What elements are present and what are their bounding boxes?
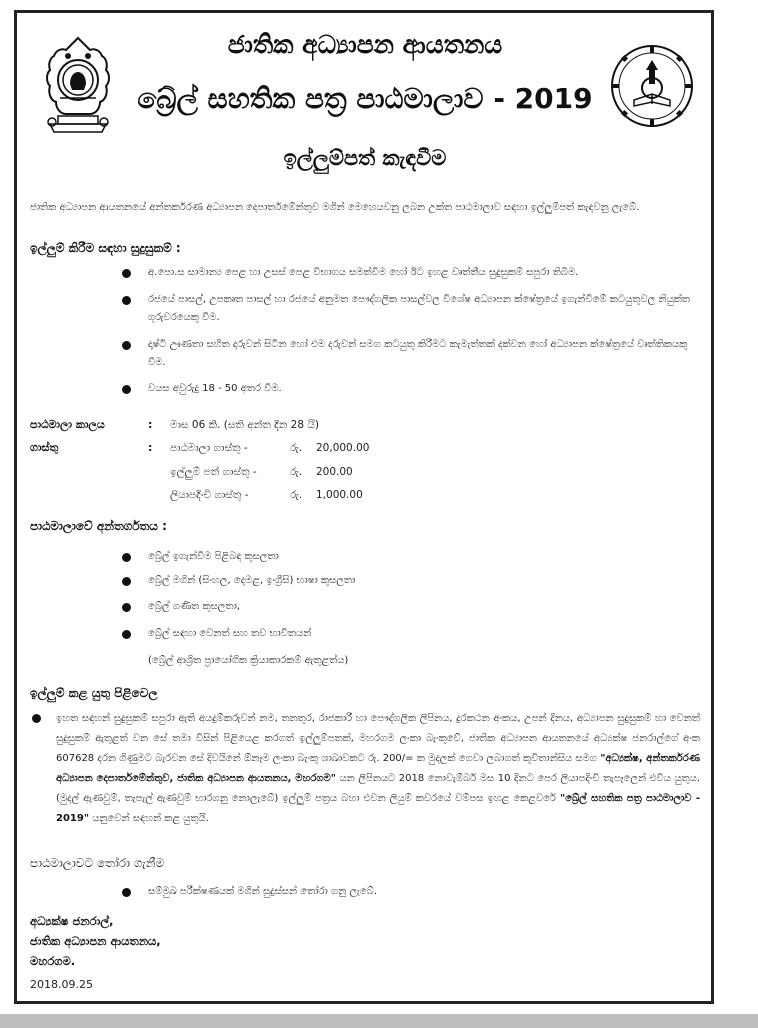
- bullet-icon: [122, 385, 131, 394]
- content-item: බ්‍රේල් සඳහා වෙනත් සහ තව භාවිතයන්: [148, 628, 312, 639]
- selection-heading: පාඨමාලාවට තෝරා ගැනීම: [30, 856, 165, 870]
- envelope-course-title: "බ්‍රේල් සහතික පත්‍ර පාඨමාලාව - 2019": [56, 793, 700, 824]
- call-for-applications-title: ඉල්ලුම්පත් කැඳවීම: [283, 146, 447, 170]
- bullet-icon: [122, 296, 131, 305]
- content-item: බ්‍රේල් මගින් (සිංහල, දෙමළ, ඉංග්‍රීසි) භාෂා කුසලතා: [148, 575, 356, 586]
- content-item: බ්‍රේල් ඉගැන්වීම පිළිබඳ කුසලතා: [148, 551, 279, 562]
- eligibility-item: දෘෂ්ටි ඌණතා සහිත දරුවන් සිටින හෝ එම දරුවන් සමග කටයුතු කිරීමට කැමැත්තක් දක්වන හෝ අධ්‍යාපන ක්ෂේත්‍රයේ වෘත්තිකයකු වීම.: [148, 339, 688, 368]
- postal-address: "අධ්‍යක්ෂ, අන්තර්කරණ අධ්‍යාපන දෙපාර්තමේන්තුව, ජාතික අධ්‍යාපන ආයතනය, මහරගම": [56, 753, 700, 784]
- bullet-icon: [32, 714, 41, 723]
- course-title: බ්‍රේල් සහතික පත්‍ර පාඨමාලාව - 2019: [137, 82, 593, 115]
- signature-institute: ජාතික අධ්‍යාපන ආයතනය,: [30, 934, 161, 948]
- institute-title: ජාතික අධ්‍යාපන ආයතනය: [227, 30, 503, 59]
- course-content-heading: පාඨමාලාවේ අන්තර්ගතය :: [30, 519, 167, 533]
- duration-colon: :: [148, 418, 153, 431]
- procedure-text: ඉහත සඳහන් සුදුසුකම් සපුරා ඇති අයදුම්කරුවන් නම, තනතුර, රාජකාරී හා පෞද්ගලික ලිපිනය, දුරකථන අංකය, උපන් දිනය, අධ්‍යාපන සුදුසුකම් හා වෙනත් සුදුසුකම් ඇතුළත් වන සේ තමා විසින් පිළියෙළ කරගත් ඉල්ලුම්පතක්, මහරගම ලංකා බැංකුවේ, ජාතික අධ්‍යාපන ආයතනයේ අධ්‍යක්ෂ ජනරාල්ගේ අංක 607628 දරන ගිණුමට බැරවන සේ දිවයිනේ ඕනෑම ලංකා බැංකු ශාඛාවකට රු. 200/= ක මුදලක් ගෙවා ලබාගත් කුවිතාන්සිය සමග: [56, 713, 700, 764]
- fee-amount: 1,000.00: [316, 489, 363, 501]
- bullet-icon: [122, 888, 131, 897]
- duration-label: පාඨමාලා කාලය: [30, 418, 105, 431]
- fee-name: ඉල්ලුම් පත් ගාස්තු -: [170, 466, 257, 478]
- selection-item: සම්මුඛ පරීක්ෂණයක් මගින් සුදුස්සන් තෝරා ගනු ලැබේ.: [148, 886, 378, 897]
- signature-title: අධ්‍යක්ෂ ජනරාල්,: [30, 914, 114, 928]
- eligibility-item: අ.පො.ස සාමාන්‍ය පෙළ හා උසස් පෙළ විභාගය සමත්වීම හෝ ඊට ඉහළ වෘත්තීය සුදුසුකම් සපුරා තිබීම.: [148, 267, 579, 278]
- bullet-icon: [122, 269, 131, 278]
- nie-logo-icon: [610, 44, 694, 128]
- bullet-icon: [122, 341, 131, 350]
- state-emblem-icon: [40, 34, 116, 138]
- content-note: (බ්‍රේල් ආශ්‍රිත ප්‍රායෝගික ක්‍රියාකාරකම් ඇතුළත්ය): [148, 655, 349, 666]
- eligibility-item: වයස අවුරුදු 18 - 50 අතර වීම.: [148, 383, 282, 394]
- fee-name: ලියාපදිංචි ගාස්තු -: [170, 489, 249, 501]
- procedure-paragraph: [56, 709, 700, 829]
- fee-currency: රු.: [290, 489, 303, 501]
- bullet-icon: [122, 603, 131, 612]
- bullet-icon: [122, 577, 131, 586]
- procedure-text: යන ලිපිනයට 2018 නොවැම්බර් මස 10 දිනට පෙර ලියාපදිංචි තැපෑලෙන් එවිය යුතුය. (මුදල් ඇණවුම්, තැපැල් ඇණවුම් භාරගනු නොලැබේ) ඉල්ලුම් පත්‍රය බහා එවන ලියුම් කවරයේ වම්පස ඉහළ කෙළවරේ: [56, 773, 700, 804]
- fee-currency: රු.: [290, 442, 303, 454]
- bullet-icon: [122, 630, 131, 639]
- notice-date: 2018.09.25: [30, 978, 93, 991]
- procedure-heading: ඉල්ලුම් කළ යුතු පිළිවෙල: [30, 686, 158, 700]
- eligibility-heading: ඉල්ලුම් කිරීම සඳහා සුදුසුකම් :: [30, 241, 181, 255]
- signature-location: මහරගම.: [30, 954, 76, 968]
- duration-value: මාස 06 කි. (සති අන්ත දින 28 යි): [170, 419, 320, 431]
- bottom-strip: [0, 1014, 758, 1028]
- fee-name: පාඨමාලා ගාස්තු -: [170, 442, 248, 454]
- eligibility-item: රජයේ පාසල්, උපකෘත පාසල් හා රජයේ අනුමත පෞද්ගලික පාසල්වල විශේෂ අධ්‍යාපන ක්ෂේත්‍රයේ ඉගැන්වීමේ කටයුතුවල නියුක්ත ගුරුවරයෙකු වීම.: [148, 294, 690, 323]
- fee-amount: 20,000.00: [316, 442, 370, 454]
- procedure-text: යනුවෙන් සඳහන් කළ යුතුයි.: [89, 813, 209, 824]
- bullet-icon: [122, 553, 131, 562]
- fee-currency: රු.: [290, 466, 303, 478]
- fees-colon: :: [148, 441, 153, 454]
- intro-paragraph: ජාතික අධ්‍යාපන ආයතනයේ අන්තර්කරණ අධ්‍යාපන දෙපාර්තමේන්තුව මගින් මෙහෙයවනු ලබන උක්ත පාඨමාලාව සඳහා ඉල්ලුම්පත් කැඳවනු ලැබේ.: [30, 202, 640, 213]
- content-item: බ්‍රේල් ගණිත කුසලතා,: [148, 601, 240, 612]
- fee-amount: 200.00: [316, 466, 353, 478]
- fees-label: ගාස්තු: [30, 441, 59, 454]
